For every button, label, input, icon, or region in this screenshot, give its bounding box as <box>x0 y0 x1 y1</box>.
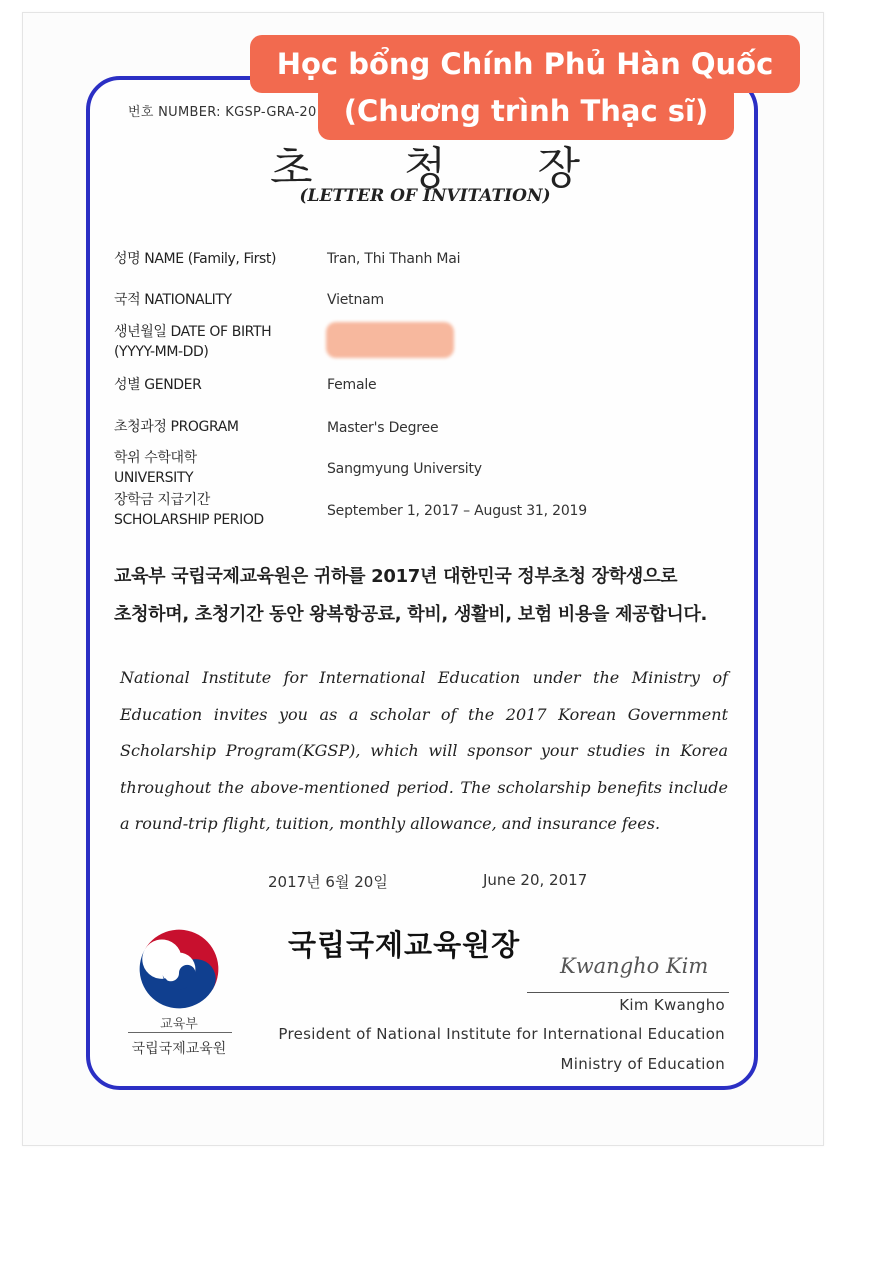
statement-korean-line-2: 초청하며, 초청기간 동안 왕복항공료, 학비, 생활비, 보험 비용을 제공합니다. <box>114 604 708 625</box>
date-english: June 20, 2017 <box>483 871 588 889</box>
field-label-university: 학위 수학대학 UNIVERSITY <box>114 450 197 486</box>
field-value-period: September 1, 2017 – August 31, 2019 <box>327 503 587 519</box>
redaction-mark <box>326 322 454 358</box>
emblem-label-ministry: 교육부 <box>160 1017 198 1032</box>
field-value-university: Sangmyung University <box>327 461 482 477</box>
banner-line-1: Học bổng Chính Phủ Hàn Quốc <box>250 35 800 93</box>
emblem-divider <box>128 1032 232 1033</box>
statement-korean-line-1: 교육부 국립국제교육원은 귀하를 2017년 대한민국 정부초청 장학생으로 <box>114 566 678 587</box>
title-char-2: 청 <box>403 143 447 194</box>
statement-english: National Institute for International Education under the Ministry of Education invites you as a scholar of the 2017 Korean Government Scholarship Program(KGSP), which will sponsor your studies in Korea throughout the above-mentioned period. The scholarship benefits include a round-trip flight, tuition, monthly allowance, and insurance fees. <box>120 668 728 833</box>
taegeuk-emblem-icon <box>138 928 220 1010</box>
field-label-gender: 성별 GENDER <box>114 377 202 393</box>
signatory-title-korean: 국립국제교육원장 <box>288 928 521 962</box>
field-label-period: 장학금 지급기간 SCHOLARSHIP PERIOD <box>114 492 264 528</box>
document-number: 번호 NUMBER: KGSP-GRA-20 <box>128 105 317 120</box>
signatory-ministry: Ministry of Education <box>560 1055 725 1073</box>
date-korean: 2017년 6월 20일 <box>268 873 388 891</box>
signatory-name: Kim Kwangho <box>619 996 725 1014</box>
field-value-gender: Female <box>327 377 377 393</box>
field-value-program: Master's Degree <box>327 420 439 436</box>
field-label-nationality: 국적 NATIONALITY <box>114 292 232 308</box>
field-value-nationality: Vietnam <box>327 292 384 308</box>
signature-line <box>527 992 729 993</box>
banner-line-2: (Chương trình Thạc sĩ) <box>318 82 734 140</box>
field-label-name: 성명 NAME (Family, First) <box>114 251 277 267</box>
title-english: (LETTER OF INVITATION) <box>299 186 551 206</box>
signature-image: Kwangho Kim <box>560 954 709 978</box>
title-char-1: 초 <box>270 143 313 194</box>
signatory-position: President of National Institute for International Education <box>278 1025 725 1043</box>
emblem-label-institute: 국립국제교육원 <box>131 1041 227 1057</box>
title-char-3: 장 <box>537 143 580 194</box>
field-value-name: Tran, Thi Thanh Mai <box>327 251 461 267</box>
field-label-birth: 생년월일 DATE OF BIRTH (YYYY-MM-DD) <box>114 324 272 360</box>
field-label-program: 초청과정 PROGRAM <box>114 419 239 435</box>
